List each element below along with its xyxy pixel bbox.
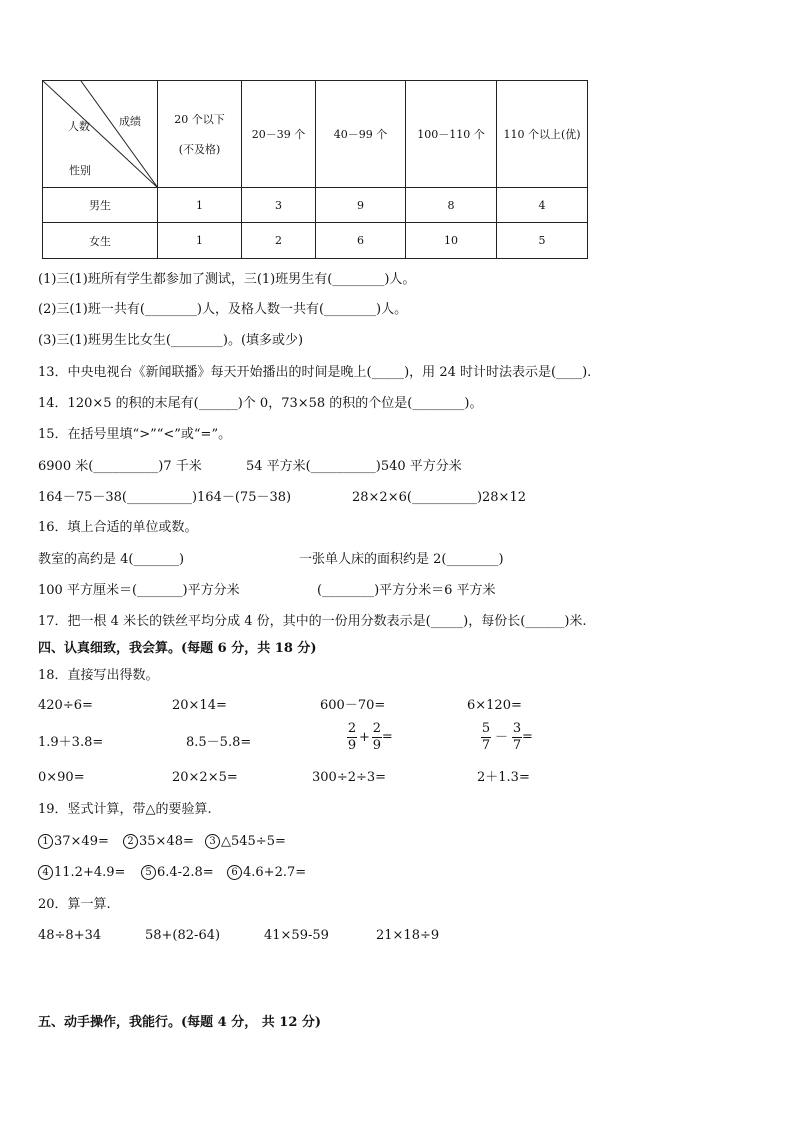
table-cell: 4	[497, 188, 588, 223]
table-cell: 10	[406, 223, 497, 259]
q15-item-a: 6900 米(__________)7 千米	[38, 459, 202, 474]
fraction: $\frac{3}{7}$	[512, 721, 522, 753]
q12-sub1: (1)三(1)班所有学生都参加了测试，三(1)班男生有(________)人。	[38, 272, 416, 287]
q18-fraction-expr-2: $\frac{5}{7}$ － $\frac{3}{7}$ =	[481, 721, 533, 753]
table-cell: 6	[316, 223, 406, 259]
section-4-heading: 四、认真细致，我会算。(每题 6 分，共 18 分)	[38, 641, 317, 656]
q16-item-c: 100 平方厘米＝(_______)平方分米	[38, 583, 240, 598]
table-cell: 3	[242, 188, 316, 223]
row-label: 男生	[43, 188, 158, 223]
q18-item: 20×2×5=	[172, 770, 238, 785]
q16-item-a: 教室的高约是 4(_______)	[38, 552, 185, 567]
q12-sub3: (3)三(1)班男生比女生(________)。(填多或少)	[38, 333, 304, 348]
q18-item: 6×120=	[467, 698, 522, 713]
q16-item-d: (________)平方分米＝6 平方米	[317, 583, 496, 598]
q19-item: 6 4.6+2.7=	[227, 865, 306, 880]
q18-item: 600－70=	[320, 698, 386, 713]
question-17: 17．把一根 4 米长的铁丝平均分成 4 份，其中的一份用分数表示是(_____)，每份长(______)米.	[38, 614, 587, 629]
table-row	[43, 223, 588, 259]
corner-diagonal-lines	[43, 81, 158, 188]
q19-item: 2 35×48=	[123, 834, 194, 849]
table-cell: 8	[406, 188, 497, 223]
header-cell: 100－110 个	[406, 81, 497, 188]
q19-item: 5 6.4-2.8=	[141, 865, 214, 880]
header-cell: 40－99 个	[316, 81, 406, 188]
row-label: 女生	[43, 223, 158, 259]
fraction: $\frac{2}{9}$	[372, 721, 382, 753]
q18-item: 20×14=	[172, 698, 227, 713]
q18-item: 0×90=	[38, 770, 85, 785]
corner-label-gender: 性别	[69, 164, 91, 177]
header-cell: 20－39 个	[242, 81, 316, 188]
q15-item-d: 28×2×6(__________)28×12	[352, 490, 526, 505]
header-cell: 20 个以下 (不及格)	[158, 81, 242, 188]
header-cell: 110 个以上(优)	[497, 81, 588, 188]
table-cell: 1	[158, 188, 242, 223]
q16-item-b: 一张单人床的面积约是 2(________)	[299, 552, 504, 567]
section-5-heading: 五、动手操作，我能行。(每题 4 分， 共 12 分)	[38, 1015, 322, 1030]
q18-item: 300÷2÷3=	[312, 770, 387, 785]
corner-label-score: 成绩	[119, 115, 141, 128]
table-row	[43, 188, 588, 223]
q20-item: 58+(82-64)	[145, 928, 221, 943]
question-14: 14．120×5 的积的末尾有(______)个 0，73×58 的积的个位是(________)。	[38, 396, 483, 411]
question-16-title: 16．填上合适的单位或数。	[38, 520, 198, 535]
table-cell: 9	[316, 188, 406, 223]
q19-item: 3 △545÷5=	[205, 834, 286, 849]
q20-item: 21×18÷9	[376, 928, 440, 943]
q19-item: 1 37×49=	[38, 834, 109, 849]
q18-item: 420÷6=	[38, 698, 93, 713]
fraction: $\frac{5}{7}$	[481, 721, 491, 753]
q15-item-b: 54 平方米(__________)540 平方分米	[246, 459, 462, 474]
table-cell: 2	[242, 223, 316, 259]
question-19-title: 19．竖式计算，带△的要验算.	[38, 802, 212, 817]
table-cell: 1	[158, 223, 242, 259]
question-18-title: 18．直接写出得数。	[38, 668, 159, 683]
q18-item: 1.9＋3.8=	[38, 735, 104, 750]
table-cell: 5	[497, 223, 588, 259]
question-20-title: 20．算一算.	[38, 897, 111, 912]
score-table	[42, 80, 588, 259]
q19-item: 4 11.2+4.9=	[38, 865, 125, 880]
table-corner-cell	[43, 81, 158, 188]
q20-item: 41×59-59	[264, 928, 329, 943]
q15-item-c: 164－75－38(__________)164－(75－38)	[38, 490, 292, 505]
q20-item: 48÷8+34	[38, 928, 102, 943]
question-13: 13．中央电视台《新闻联播》每天开始播出的时间是晚上(_____)，用 24 时计时法表示是(____).	[38, 365, 592, 380]
q18-item: 8.5－5.8=	[186, 735, 252, 750]
question-15-title: 15．在括号里填“>”“<”或“=”。	[38, 427, 232, 442]
q12-sub2: (2)三(1)班一共有(________)人，及格人数一共有(________)人。	[38, 302, 408, 317]
q18-item: 2＋1.3=	[477, 770, 530, 785]
q18-fraction-expr-1: $\frac{2}{9}$ + $\frac{2}{9}$ =	[347, 721, 393, 753]
corner-label-count: 人数	[68, 120, 90, 133]
fraction: $\frac{2}{9}$	[347, 721, 357, 753]
